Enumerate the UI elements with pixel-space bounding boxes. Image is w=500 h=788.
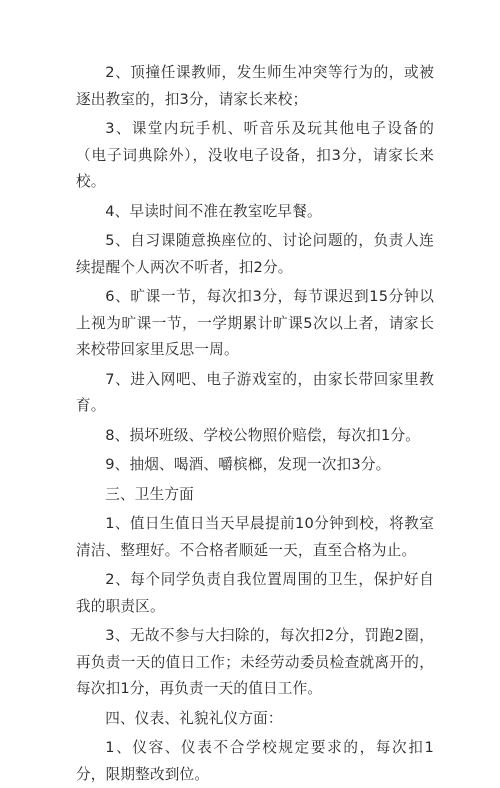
- hygiene-rule-1-duty: 1、值日生值日当天早晨提前10分钟到校，将教室清洁、整理好。不合格者顺延一天，直至合格为止。: [76, 515, 434, 559]
- etiquette-rule-1-appearance: 1、仪容、仪表不合学校规定要求的，每次扣1分，限期整改到位。: [76, 739, 434, 783]
- rule-4-breakfast: 4、早读时间不准在教室吃早餐。: [105, 202, 322, 220]
- rule-6-truancy: 6、旷课一节，每次扣3分，每节课迟到15分钟以上视为旷课一节，一学期累计旷课5次以上者，请家长来校带回家里反思一周。: [76, 288, 434, 358]
- rule-2-insubordination: 2、顶撞任课教师，发生师生冲突等行为的，或被逐出教室的，扣3分，请家长来校；: [76, 64, 434, 108]
- rule-8-property-damage: 8、损坏班级、学校公物照价赔偿，每次扣1分。: [105, 426, 421, 444]
- section-heading-etiquette: 四、仪表、礼貌礼仪方面：: [105, 709, 283, 727]
- rule-9-smoking-drinking: 9、抽烟、喝酒、嚼槟榔，发现一次扣3分。: [105, 456, 391, 473]
- rule-3-electronic-devices: 3、课堂内玩手机、听音乐及玩其他电子设备的（电子词典除外），没收电子设备，扣3分，请家长来校。: [76, 120, 434, 190]
- hygiene-rule-3-cleaning: 3、无故不参与大扫除的，每次扣2分，罚跑2圈，再负责一天的值日工作；未经劳动委员检查就离开的，每次扣1分，再负责一天的值日工作。: [76, 627, 434, 697]
- rule-7-internet-cafe: 7、进入网吧、电子游戏室的，由家长带回家里教育。: [76, 370, 434, 414]
- section-heading-hygiene: 三、卫生方面: [105, 485, 194, 503]
- hygiene-rule-2-area: 2、每个同学负责自我位置周围的卫生，保护好自我的职责区。: [76, 571, 434, 615]
- rule-5-self-study: 5、自习课随意换座位的、讨论问题的，负责人连续提醒个人两次不听者，扣2分。: [76, 232, 434, 276]
